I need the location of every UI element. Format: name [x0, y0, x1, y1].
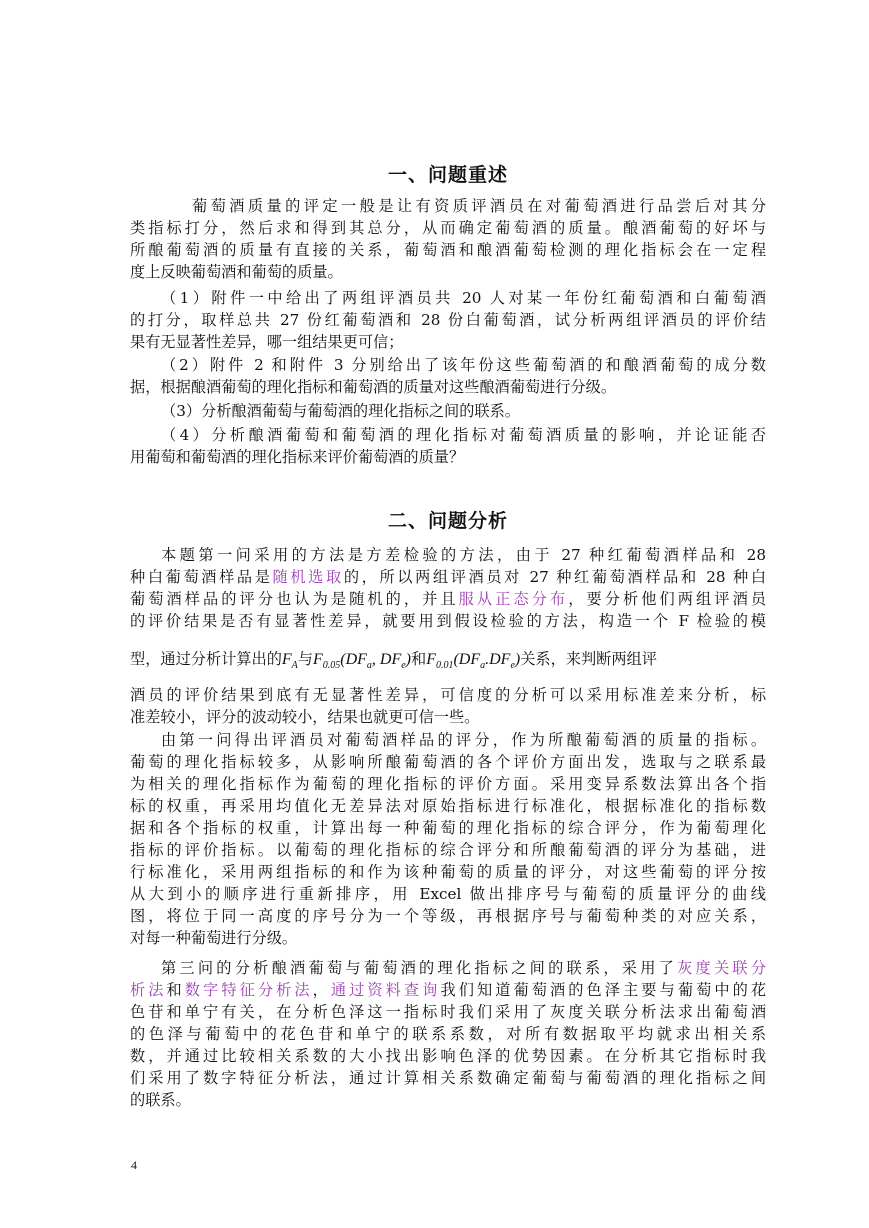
paragraph-line: 由第一问得出评酒员对葡萄酒样品的评分，作为所酿葡萄酒的质量的指标。 — [161, 731, 766, 749]
paragraph-line: 据，根据酿酒葡萄的理化指标和葡萄酒的质量对这些酿酒葡萄进行分级。 — [130, 378, 616, 396]
paragraph-line: 标的权重，再采用均值化无差异法对原始指标进行标准化，根据标准化的指标数 — [130, 797, 766, 815]
paragraph-line: 的评价结果是否有显著性差异，就要用到假设检验的方法，构造一个 F 检验的模 — [130, 612, 766, 630]
paragraph-line: 葡萄的理化指标较多，从影响所酿葡萄酒的各个评价方面出发，选取与之联系最 — [130, 753, 766, 771]
paragraph-line: 本题第一问采用的方法是方差检验的方法，由于 27 种红葡萄酒样品和 28 — [161, 546, 766, 564]
page-number: 4 — [131, 1158, 137, 1172]
section-heading-problem-restatement: 一、问题重述 — [387, 164, 508, 186]
paragraph-line: 度上反映葡萄酒和葡萄的质量。 — [130, 263, 343, 281]
paragraph-line: （3）分析酿酒葡萄与葡萄酒的理化指标之间的联系。 — [161, 402, 520, 420]
paragraph-line: 类指标打分，然后求和得到其总分，从而确定葡萄酒的质量。酿酒葡萄的好坏与 — [130, 219, 766, 237]
paragraph-line: 色苷和单宁有关，在分析色泽这一指标时我们采用了灰度关联分析法求出葡萄酒 — [130, 1003, 766, 1021]
link-grey-relational-analysis[interactable]: 灰度关联分 — [677, 959, 766, 977]
paragraph-line: 准差较小，评分的波动较小，结果也就更可信一些。 — [130, 708, 480, 726]
paragraph-line: 据和各个指标的权重，计算出每一种葡萄的理化指标的综合评分，作为葡萄理化 — [130, 819, 766, 837]
paragraph-line: 酒员的评价结果到底有无显著性差异，可信度的分析可以采用标准差来分析，标 — [130, 686, 766, 704]
paragraph-line: 数，并通过比较相关系数的大小找出影响色泽的优势因素。在分析其它指标时我 — [130, 1047, 766, 1065]
link-reference-lookup[interactable]: 通过资料查询 — [330, 981, 441, 999]
paragraph-line: 为相关的理化指标作为葡萄的理化指标的评价方面。采用变异系数法算出各个指 — [130, 775, 766, 793]
paragraph-line: 所酿葡萄酒的质量有直接的关系，葡萄酒和酿酒葡萄检测的理化指标会在一定程 — [130, 241, 766, 259]
paragraph-line: 用葡萄和葡萄酒的理化指标来评价葡萄酒的质量？ — [130, 448, 465, 466]
paragraph-line: 析法和数字特征分析法，通过资料查询我们知道葡萄酒的色泽主要与葡萄中的花 — [130, 981, 766, 999]
paragraph-line: 的打分，取样总共 27 份红葡萄酒和 28 份白葡萄酒，试分析两组评酒员的评价结 — [130, 311, 766, 329]
paragraph-line: 葡萄酒质量的评定一般是让有资质评酒员在对葡萄酒进行品尝后对其分 — [192, 197, 766, 215]
paragraph-line: 第三问的分析酿酒葡萄与葡萄酒的理化指标之间的联系，采用了灰度关联分 — [161, 959, 766, 977]
paragraph-line: 从大到小的顺序进行重新排序，用 Excel 做出排序号与葡萄的质量评分的曲线 — [130, 885, 766, 903]
paragraph-line: 对每一种葡萄进行分级。 — [130, 929, 298, 947]
link-grey-relational-analysis-cont[interactable]: 析法 — [130, 981, 167, 999]
paragraph-line: 种白葡萄酒样品是随机选取的，所以两组评酒员对 27 种红葡萄酒样品和 28 种白 — [130, 568, 766, 586]
paragraph-line: 的联系。 — [130, 1091, 191, 1109]
paragraph-line: 果有无显著性差异，哪一组结果更可信； — [130, 333, 404, 351]
formula-fa: $F_A$ — [281, 651, 298, 672]
paragraph-line: （2）附件 2 和附件 3 分别给出了该年份这些葡萄酒的和酿酒葡萄的成分数 — [161, 356, 766, 374]
formula-f005: $F_{0.05}(DF_a$, $DF_e$) — [312, 651, 411, 672]
paragraph-line: 葡萄酒样品的评分也认为是随机的，并且服从正态分布，要分析他们两组评酒员 — [130, 590, 766, 608]
paragraph-line-with-formula: 型，通过分析计算出的$F_A$与$F_{0.05}(DF_a$, $DF_e$)和$F_{0.01}(DF_a.DF_e)$关系，来判断两组评 — [130, 650, 657, 672]
paragraph-line: 的色泽与葡萄中的花色苷和单宁的联系系数，对所有数据取平均就求出相关系 — [130, 1025, 766, 1043]
paragraph-line: （4）分析酿酒葡萄和葡萄酒的理化指标对葡萄酒质量的影响，并论证能否 — [161, 426, 766, 444]
paragraph-line: 行标准化，采用两组指标的和作为该种葡萄的质量的评分，对这些葡萄的评分按 — [130, 863, 766, 881]
paragraph-line: 们采用了数字特征分析法，通过计算相关系数确定葡萄与葡萄酒的理化指标之间 — [130, 1069, 766, 1087]
link-numerical-feature-analysis[interactable]: 数字特征分析法 — [184, 981, 313, 999]
paragraph-line: （1）附件一中给出了两组评酒员共 20 人对某一年份红葡萄酒和白葡萄酒 — [161, 289, 766, 307]
formula-f001: $F_{0.01}(DF_a.DF_e)$ — [426, 651, 521, 672]
paragraph-line: 指标的评价指标。以葡萄的理化指标的综合评分和所酿葡萄酒的评分为基础，进 — [130, 841, 766, 859]
link-random-sampling[interactable]: 随机选取 — [272, 568, 344, 586]
link-normal-distribution[interactable]: 服从正态分布 — [458, 590, 569, 608]
paragraph-line: 图，将位于同一高度的序号分为一个等级，再根据序号与葡萄种类的对应关系， — [130, 907, 766, 925]
section-heading-problem-analysis: 二、问题分析 — [387, 510, 508, 532]
